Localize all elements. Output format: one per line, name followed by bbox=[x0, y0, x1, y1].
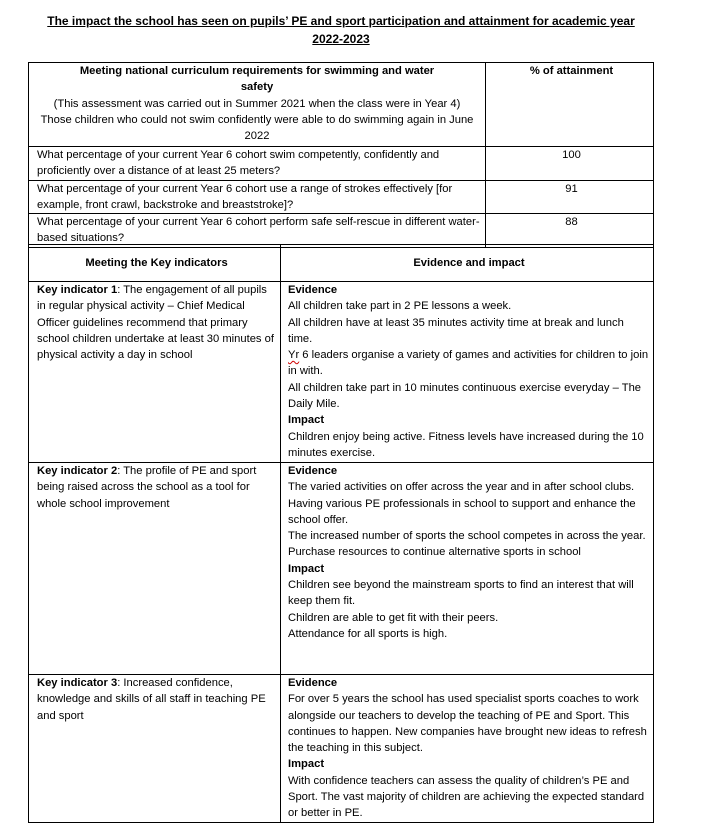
swim-value-1: 100 bbox=[486, 147, 654, 181]
indicators-header-row bbox=[29, 245, 654, 282]
evidence-item: Having various PE professionals in school to support and enhance the school offer. bbox=[288, 497, 636, 526]
table-row bbox=[29, 675, 654, 823]
swim-value-2: 91 bbox=[486, 180, 654, 214]
impact-item: Children enjoy being active. Fitness levels have increased during the 10 minutes exercise. bbox=[288, 430, 644, 459]
key-indicator-3-label: Key indicator 3 bbox=[37, 677, 118, 689]
evidence-heading: Evidence bbox=[288, 677, 338, 689]
evidence-item: The increased number of sports the school competes in across the year. bbox=[288, 530, 646, 543]
swim-question-2: What percentage of your current Year 6 cohort use a range of strokes effectively [for example, front crawl, backstroke and breaststroke]? bbox=[29, 180, 486, 214]
evidence-item: The varied activities on offer across the year and in after school clubs. bbox=[288, 481, 635, 494]
swim-question-1: What percentage of your current Year 6 cohort swim competently, confidently and proficiently over a distance of at least 25 meters? bbox=[29, 147, 486, 181]
key-indicator-2-evidence-cell bbox=[281, 463, 654, 675]
key-indicator-2-cell bbox=[29, 463, 281, 675]
key-indicator-3-evidence-cell bbox=[281, 675, 654, 823]
key-indicators-header: Meeting the Key indicators bbox=[29, 245, 281, 282]
key-indicators-table bbox=[28, 244, 654, 823]
table-row bbox=[29, 214, 654, 248]
evidence-heading: Evidence bbox=[288, 465, 338, 477]
evidence-item: All children take part in 10 minutes continuous exercise everyday – The Daily Mile. bbox=[288, 381, 642, 411]
swimming-table bbox=[28, 62, 654, 248]
key-indicator-1-label: Key indicator 1 bbox=[37, 284, 118, 296]
evidence-item: For over 5 years the school has used specialist sports coaches to work alongside our teachers to develop the teaching of PE and Sport. This continues to happen. New companies have brought new ideas to refresh the teaching in this subject. bbox=[288, 693, 647, 755]
evidence-item: Yr 6 leaders organise a variety of games and activities for children to join in with. bbox=[288, 349, 649, 378]
impact-heading: Impact bbox=[288, 562, 325, 575]
impact-item: Children are able to get fit with their peers. bbox=[288, 611, 499, 624]
impact-heading: Impact bbox=[288, 758, 325, 771]
swimming-header-cell bbox=[29, 63, 486, 147]
impact-item: With confidence teachers can assess the quality of children’s PE and Sport. The vast majority of children are achieving the expected standard or better in PE. bbox=[288, 774, 645, 820]
swim-value-3: 88 bbox=[486, 214, 654, 248]
evidence-item: All children have at least 35 minutes activity time at break and lunch time. bbox=[288, 316, 624, 345]
swimming-header-title: Meeting national curriculum requirements for swimming and water safety bbox=[79, 65, 435, 94]
swimming-header-note: (This assessment was carried out in Summer 2021 when the class were in Year 4) bbox=[53, 97, 461, 110]
table-row bbox=[29, 180, 654, 214]
evidence-item: All children take part in 2 PE lessons a week. bbox=[288, 300, 512, 313]
table-row bbox=[29, 463, 654, 675]
swimming-header-row bbox=[29, 63, 654, 147]
swim-question-3: What percentage of your current Year 6 cohort perform safe self-rescue in different water-based situations? bbox=[29, 214, 486, 248]
impact-item: Children see beyond the mainstream sports to find an interest that will keep them fit. bbox=[288, 579, 634, 608]
key-indicator-3-text: : Increased confidence, knowledge and skills of all staff in teaching PE and sport bbox=[37, 677, 266, 722]
table-row bbox=[29, 282, 654, 463]
evidence-item: Purchase resources to continue alternative sports in school bbox=[288, 546, 581, 559]
key-indicator-3-cell bbox=[29, 675, 281, 823]
key-indicator-1-cell bbox=[29, 282, 281, 463]
key-indicator-1-text: : The engagement of all pupils in regular physical activity – Chief Medical Officer guidelines recommend that primary school children undertake at least 30 minutes of physical activity a day in school bbox=[37, 284, 274, 362]
page-title: The impact the school has seen on pupils’ PE and sport participation and attainment for academic year 2022-2023 bbox=[47, 14, 635, 46]
key-indicator-2-label: Key indicator 2 bbox=[37, 465, 118, 477]
spellcheck-word: Yr bbox=[288, 349, 300, 362]
key-indicator-1-evidence-cell bbox=[281, 282, 654, 463]
key-indicator-2-text: : The profile of PE and sport being raised across the school as a tool for whole school improvement bbox=[37, 465, 257, 510]
table-row bbox=[29, 147, 654, 181]
evidence-impact-header: Evidence and impact bbox=[281, 245, 654, 282]
impact-heading: Impact bbox=[288, 414, 325, 427]
swimming-header-note: Those children who could not swim confidently were able to do swimming again in June 2022 bbox=[40, 113, 474, 143]
pct-attainment-header: % of attainment bbox=[486, 63, 654, 147]
impact-item: Attendance for all sports is high. bbox=[288, 627, 448, 640]
evidence-heading: Evidence bbox=[288, 284, 338, 296]
